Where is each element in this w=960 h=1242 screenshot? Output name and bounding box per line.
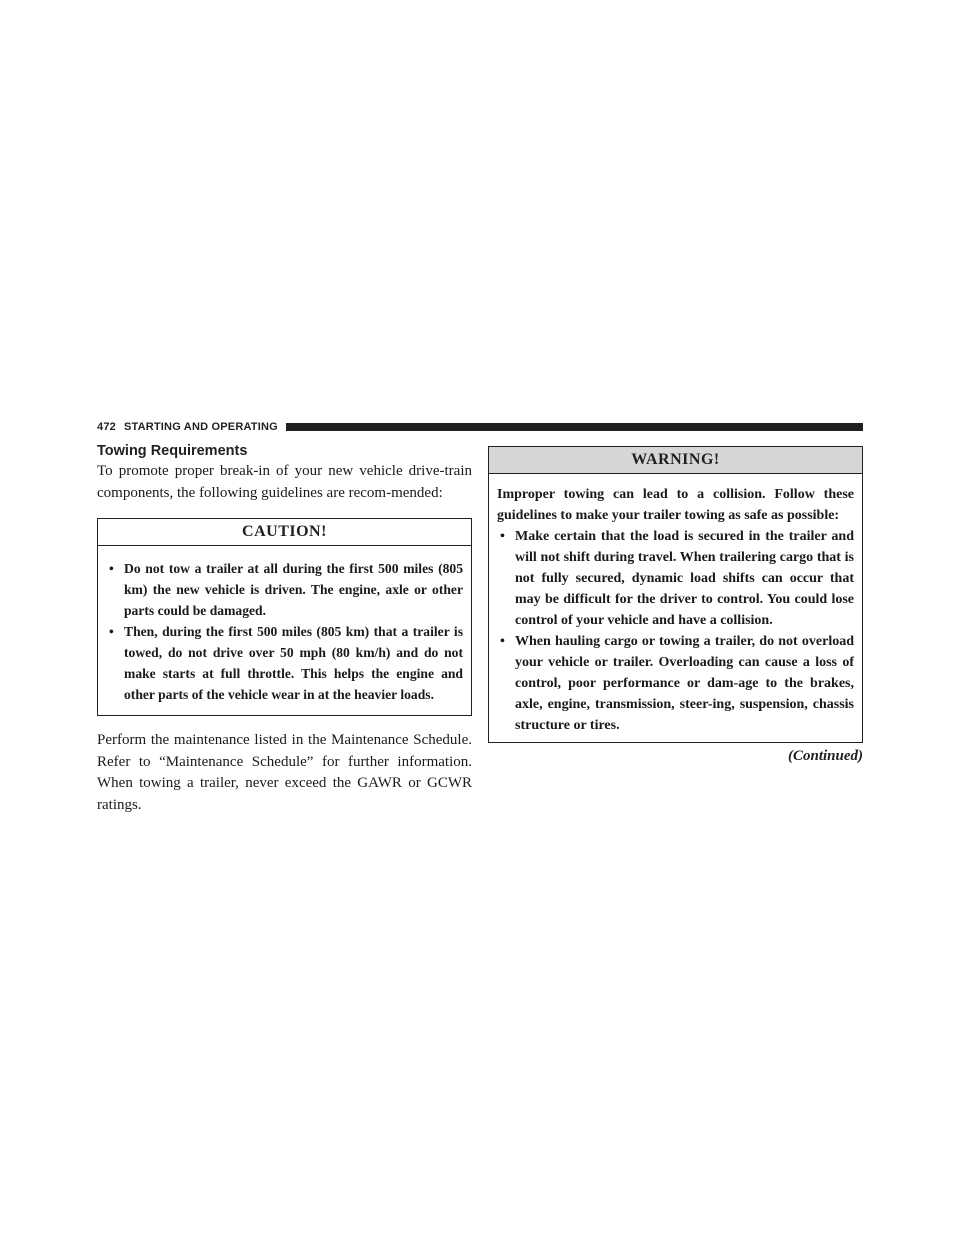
caution-item-text: Then, during the first 500 miles (805 km) that a trailer is towed, do not drive over 50 mph (80 km/h) and do not make starts at full throttle. This helps the engine and other parts of the vehicle wear in at the heavier loads. (124, 624, 463, 702)
warning-item-text: When hauling cargo or towing a trailer, do not overload your vehicle or trailer. Overloading can cause a loss of control, poor performance or dam-age to the brakes, axle, engine, transmission, steer-ing, suspension, chassis structure or tires. (515, 634, 854, 733)
page-number: 472 (97, 421, 116, 433)
caution-box (97, 518, 472, 716)
intro-paragraph: To promote proper break-in of your new vehicle drive-train components, the following guidelines are recom-mended: (97, 463, 472, 501)
warning-list (497, 526, 854, 736)
bullet-icon: • (109, 624, 114, 639)
warning-box (488, 446, 863, 743)
maintenance-paragraph: Perform the maintenance listed in the Maintenance Schedule. Refer to “Maintenance Schedule” for further information. When towing a trailer, never exceed the GAWR or GCWR ratings. (97, 732, 472, 813)
page-header (97, 420, 863, 434)
bullet-icon: • (109, 561, 114, 576)
warning-item-text: Make certain that the load is secured in the trailer and will not shift during travel. When trailering cargo that is not fully secured, dynamic load shifts can occur that may be difficult for the driver to control. You could lose control of your vehicle and have a collision. (515, 529, 854, 628)
warning-content (489, 474, 862, 742)
header-rule (286, 423, 863, 431)
warning-lead: Improper towing can lead to a collision. Follow these guidelines to make your trailer towing as safe as possible: (497, 487, 854, 523)
warning-item (497, 526, 854, 631)
warning-item (497, 631, 854, 736)
section-title: STARTING AND OPERATING (123, 421, 278, 433)
caution-list (106, 558, 463, 705)
caution-item (106, 621, 463, 705)
continued-label: (Continued) (787, 748, 863, 764)
warning-title: WARNING! (489, 447, 862, 474)
caution-title: CAUTION! (98, 519, 471, 546)
right-column (488, 446, 863, 765)
bullet-icon: • (500, 529, 505, 544)
caution-content (98, 546, 471, 715)
left-column (97, 442, 472, 816)
caution-item (106, 558, 463, 621)
section-heading: Towing Requirements (97, 443, 248, 459)
caution-item-text: Do not tow a trailer at all during the first 500 miles (805 km) the new vehicle is driven. The engine, axle or other parts could be damaged. (124, 561, 463, 618)
bullet-icon: • (500, 634, 505, 649)
